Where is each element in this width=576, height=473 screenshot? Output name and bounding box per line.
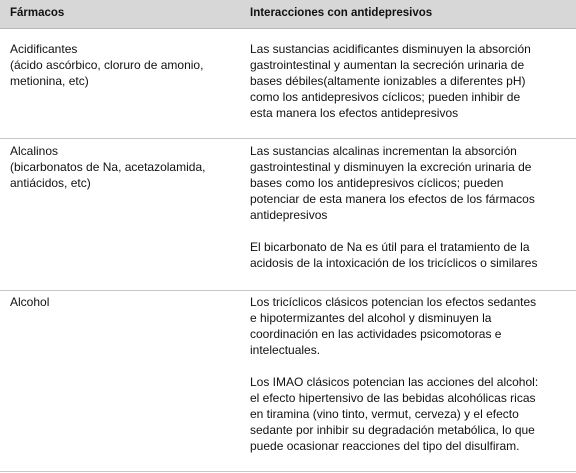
interaction-line: Las sustancias acidificantes disminuyen la absorción [250, 42, 531, 56]
drug-cell [10, 294, 238, 310]
drug-name: Acidificantes [10, 42, 78, 56]
interaction-line: puede ocasionar reacciones del tipo del disulfiram. [250, 439, 520, 453]
interaction-line: e hipotermizantes del alcohol y disminuyen la [250, 311, 492, 325]
interaction-line: en tiramina (vino tinto, vermut, cerveza) y el efecto [250, 407, 519, 421]
interaction-line: bases débiles(altamente ionizables a diferentes pH) [250, 74, 526, 88]
interaction-line: como los antidepresivos cíclicos; pueden inhibir de [250, 90, 521, 104]
paragraph-gap [250, 223, 572, 239]
interaction-cell [250, 143, 572, 271]
table-row-acidificantes [0, 29, 576, 139]
drug-name: Alcalinos [10, 144, 59, 158]
interaction-line: bases como los antidepresivos cíclicos; pueden [250, 176, 504, 190]
interaction-line: el efecto hipertensivo de las bebidas alcohólicas ricas [250, 391, 536, 405]
interaction-line: coordinación en las actividades psicomotoras e [250, 327, 502, 341]
interaction-line: Las sustancias alcalinas incrementan la absorción [250, 144, 517, 158]
interaction-line: acidosis de la intoxicación de los tricíclicos o similares [250, 256, 538, 270]
interaction-line: sedante por inhibir su degradación metabólica, lo que [250, 423, 535, 437]
interaction-line: gastrointestinal y aumentan la secreción urinaria de [250, 58, 525, 72]
drug-examples-line: (ácido ascórbico, cloruro de amonio, [10, 58, 204, 72]
interaction-line: gastrointestinal y disminuyen la excreción urinaria de [250, 160, 532, 174]
interaction-line: antidepresivos [250, 208, 328, 222]
paragraph-gap [250, 358, 572, 374]
drug-cell [10, 143, 238, 191]
interaction-line: intelectuales. [250, 343, 321, 357]
interaction-line: potenciar de esta manera los efectos de los fármacos [250, 192, 535, 206]
table-row-alcohol [0, 291, 576, 472]
column-header-farmacos: Fármacos [10, 7, 65, 19]
drug-name: Alcohol [10, 295, 50, 309]
interaction-cell [250, 294, 572, 454]
interaction-line: El bicarbonato de Na es útil para el tratamiento de la [250, 240, 530, 254]
drug-examples-line: (bicarbonatos de Na, acetazolamida, [10, 160, 206, 174]
column-header-interacciones: Interacciones con antidepresivos [250, 7, 433, 19]
interaction-cell [250, 41, 572, 121]
table-row-alcalinos [0, 139, 576, 291]
table-header [0, 0, 576, 29]
drug-examples-line: metionina, etc) [10, 74, 89, 88]
interaction-line: Los IMAO clásicos potencian las acciones del alcohol: [250, 375, 539, 389]
drug-cell [10, 41, 238, 89]
interaction-line: esta manera los efectos antidepresivos [250, 106, 459, 120]
drug-examples-line: antiácidos, etc) [10, 176, 91, 190]
interaction-line: Los tricíclicos clásicos potencian los efectos sedantes [250, 295, 537, 309]
